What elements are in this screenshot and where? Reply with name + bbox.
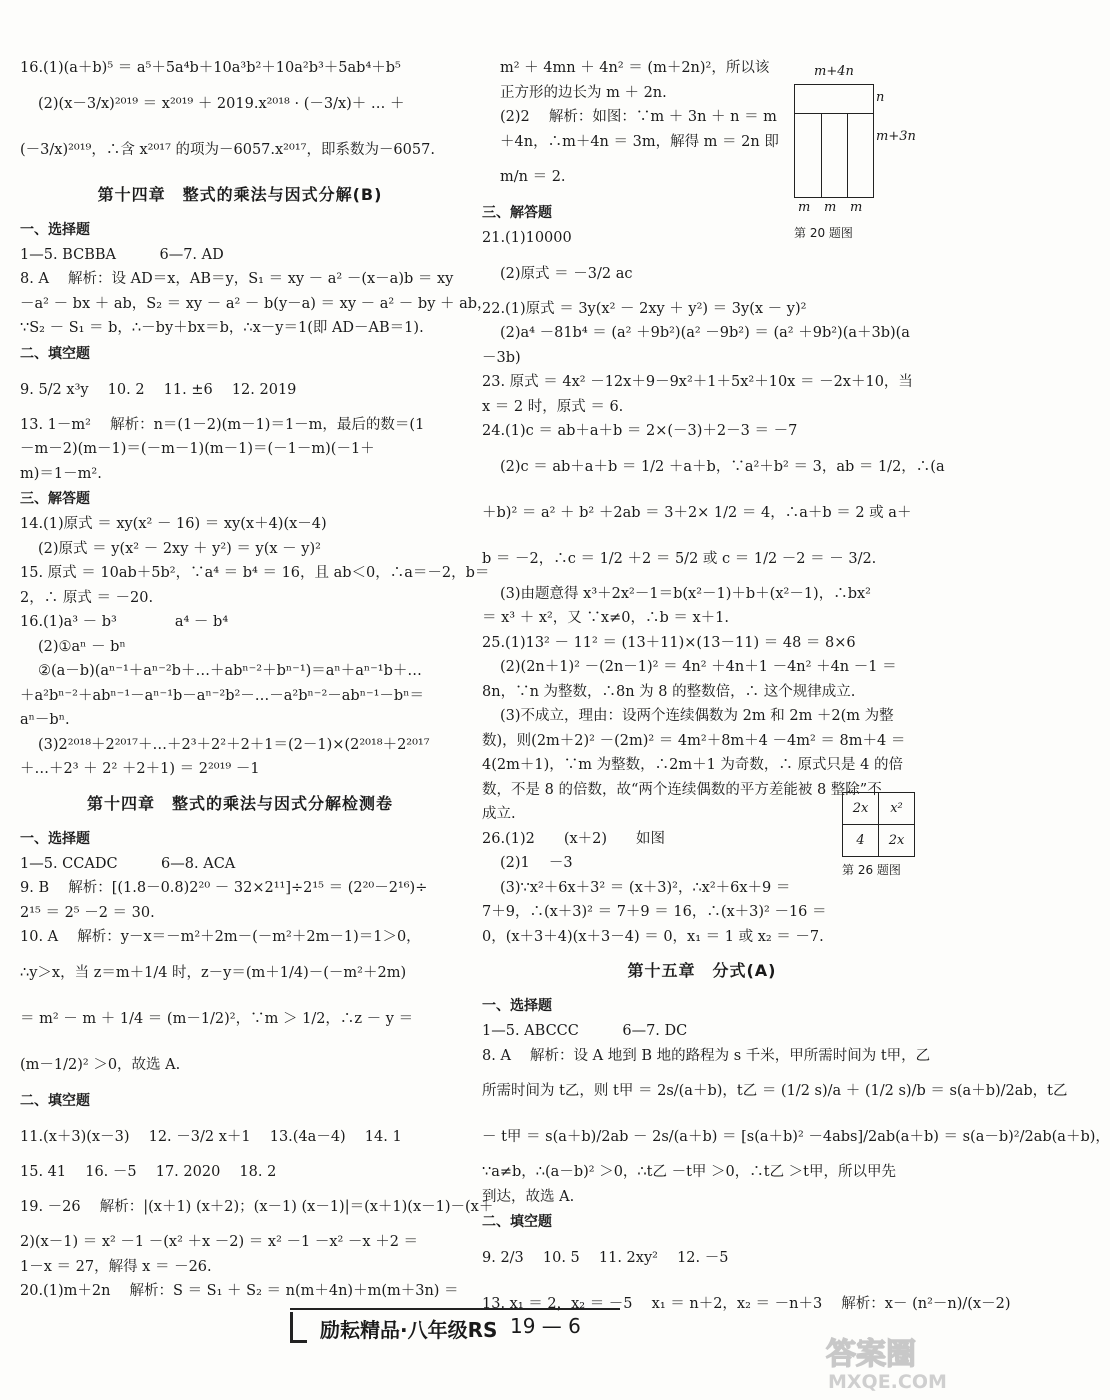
answer-line: ∴y＞x，当 z＝m＋1/4 时，z－y＝(m＋1/4)－(－m²＋2m) — [20, 964, 407, 981]
answer-line: aⁿ－bⁿ. — [20, 712, 70, 728]
footer-title: 励耘精品·八年级RS — [320, 1318, 498, 1342]
answer-line: 9. B 解析：[(1.8－0.8)2²⁰ － 32×2¹¹]÷2¹⁵ ＝ (2²⁰－2¹⁶)÷ — [20, 880, 428, 896]
answer-line: 7＋9，∴(x＋3)² ＝ 7＋9 ＝ 16，∴(x＋3)² －16 ＝ — [482, 904, 827, 920]
fig26-caption: 第 26 题图 — [842, 863, 901, 877]
answer-line: 数，不是 8 的倍数，故“两个连续偶数的平方差能被 8 整除”不 — [482, 781, 882, 798]
answer-line: 到达，故选 A. — [482, 1188, 575, 1205]
answer-line: (2)a⁴ －81b⁴ ＝ (a² ＋9b²)(a² －9b²) ＝ (a² ＋9b²)(a＋3b)(a — [500, 325, 910, 341]
section-heading: 一、选择题 — [20, 221, 90, 238]
answer-line: 2)(x－1) ＝ x² －1 －(x² ＋x －2) ＝ x² －1 －x² －x ＋2 ＝ — [20, 1234, 419, 1250]
answer-line: 14.(1)原式 ＝ xy(x² － 16) ＝ xy(x＋4)(x－4) — [20, 516, 327, 532]
answer-line: －m－2)(m－1)＝(－m－1)(m－1)＝(－1－m)(－1＋ — [20, 441, 375, 457]
section-heading: 三、解答题 — [482, 205, 552, 221]
fig20-caption: 第 20 题图 — [794, 226, 853, 240]
answer-line: ∵a≠b，∴(a－b)² ＞0，∴t乙 －t甲 ＞0，∴t乙 ＞t甲，所以甲先 — [482, 1164, 896, 1180]
chapter-title: 第十五章 分式(A) — [627, 961, 777, 980]
footer-bracket-mark — [290, 1312, 307, 1343]
answer-line: (m－1/2)² ＞0，故选 A. — [20, 1056, 181, 1073]
answer-line: m² ＋ 4mn ＋ 4n² ＝ (m＋2n)²，所以该 — [500, 60, 770, 76]
answer-line: 24.(1)c ＝ ab＋a＋b ＝ 2×(－3)＋2－3 ＝ －7 — [482, 423, 798, 439]
answer-line: 11.(x＋3)(x－3) 12. －3/2 x＋1 13.(4a－4) 14. 1 — [20, 1128, 402, 1145]
section-heading: 三、解答题 — [20, 491, 90, 507]
answer-line: 2，∴ 原式 ＝ －20. — [20, 589, 154, 606]
answer-line: 8. A 解析：设 AD＝x，AB＝y，S₁ ＝ xy － a² －(x－a)b ＝ xy — [20, 271, 454, 287]
answer-line: ＋4n，∴m＋4n ＝ 3m，解得 m ＝ 2n 即 — [500, 133, 779, 150]
answer-line: 13. x₁ ＝ 2，x₂ ＝ －5 x₁ ＝ n＋2，x₂ ＝ －n＋3 解析：x－ (n²－n)/(x－2) — [482, 1296, 1011, 1312]
answer-line: 16.(1)a³ － b³ a⁴ － b⁴ — [20, 614, 229, 630]
answer-line: 19. －26 解析：|(x＋1) (x＋2)；(x－1) (x－1)|＝(x＋1)(x－1)－(x＋ — [20, 1199, 494, 1215]
answer-line: (3)由题意得 x³＋2x²－1＝b(x²－1)＋b＋(x²－1)，∴bx² — [500, 585, 871, 602]
fig20-divider-horizontal — [795, 113, 873, 114]
answer-line: 21.(1)10000 — [482, 230, 572, 246]
answer-line: (2)c ＝ ab＋a＋b ＝ 1/2 ＋a＋b，∵a²＋b² ＝ 3，ab ＝ 1/2，∴(a — [500, 458, 945, 475]
figure-26 — [842, 792, 932, 892]
left-column — [20, 56, 494, 1304]
answer-line: －3b) — [482, 349, 521, 366]
answer-line: ＝ m² － m ＋ 1/4 ＝ (m－1/2)²，∵m ＞ 1/2，∴z － y ＝ — [20, 1010, 414, 1027]
answer-line: ∵S₂ － S₁ ＝ b，∴－by＋bx＝b，∴x－y＝1(即 AD－AB＝1). — [20, 320, 424, 336]
answer-line: (－3/x)²⁰¹⁹，∴含 x²⁰¹⁷ 的项为－6057.x²⁰¹⁷，即系数为－6057. — [20, 141, 435, 158]
section-heading: 一、选择题 — [482, 998, 552, 1014]
answer-line: 25.(1)13² － 11² ＝ (13＋11)×(13－11) ＝ 48 ＝ 8×6 — [482, 634, 856, 651]
section-heading: 一、选择题 — [20, 830, 90, 847]
fig26-grid — [842, 792, 915, 857]
answer-line: 数)，则(2m＋2)² －(2m)² ＝ 4m²＋8m＋4 －4m² ＝ 8m＋4 ＝ — [482, 732, 906, 749]
chapter-title: 第十四章 整式的乘法与因式分解检测卷 — [86, 793, 393, 813]
chapter-title: 第十四章 整式的乘法与因式分解(B) — [97, 184, 383, 204]
answer-line: (2)原式 ＝ y(x² － 2xy ＋ y²) ＝ y(x － y)² — [38, 540, 321, 557]
answer-line: 15. 41 16. －5 17. 2020 18. 2 — [20, 1163, 277, 1180]
answer-line: 16.(1)(a＋b)⁵ ＝ a⁵＋5a⁴b＋10a³b²＋10a²b³＋5ab⁴＋b⁵ — [20, 60, 401, 76]
answer-line: 9. 5/2 x³y 10. 2 11. ±6 12. 2019 — [20, 381, 297, 398]
answer-line: b ＝ －2，∴c ＝ 1/2 ＋2 ＝ 5/2 或 c ＝ 1/2 －2 ＝ － 3/2. — [482, 550, 877, 567]
answer-line: 2¹⁵ ＝ 2⁵ －2 ＝ 30. — [20, 904, 155, 921]
answer-line: －a² － bx ＋ ab，S₂ ＝ xy － a² － b(y－a) ＝ xy － a² － by ＋ ab， — [20, 295, 492, 312]
answer-line: 1—5. BCBBA 6—7. AD — [20, 246, 224, 263]
fig20-bottom-label: m — [798, 200, 811, 215]
answer-line: 13. 1－m² 解析：n＝(1－2)(m－1)＝1－m，最后的数＝(1 — [20, 416, 425, 433]
section-heading: 二、填空题 — [20, 1092, 90, 1109]
answer-line: m)＝1－m². — [20, 465, 102, 482]
answer-line: ＋a²bⁿ⁻²＋abⁿ⁻¹－aⁿ⁻¹b－aⁿ⁻²b²－…－a²bⁿ⁻²－abⁿ⁻¹－bⁿ＝ — [20, 687, 424, 704]
answer-line: 1—5. ABCCC 6—7. DC — [482, 1023, 688, 1039]
answer-line: x ＝ 2 时，原式 ＝ 6. — [482, 398, 624, 415]
fig26-cell: 2x — [843, 793, 879, 825]
answer-line: m/n ＝ 2. — [500, 169, 566, 185]
fig20-bottom-label: m — [850, 200, 863, 215]
answer-line: 0，(x＋3＋4)(x＋3－4) ＝ 0，x₁ ＝ 1 或 x₂ ＝ －7. — [482, 928, 824, 945]
answer-line: 8n，∵n 为整数，∴8n 为 8 的整数倍，∴ 这个规律成立. — [482, 683, 856, 700]
answer-line: 4(2m＋1)，∵m 为整数，∴2m＋1 为奇数，∴ 原式只是 4 的倍 — [482, 757, 903, 773]
fig20-side-label: m+3n — [876, 129, 916, 144]
answer-line: ＝ x³ ＋ x²，又 ∵x≠0，∴b ＝ x＋1. — [482, 610, 729, 626]
answer-line: 15. 原式 ＝ 10ab＋5b²，∵a⁴ ＝ b⁴ ＝ 16，且 ab＜0，∴a＝－2，b＝ — [20, 565, 490, 581]
answer-line: ＋b)² ＝ a² ＋ b² ＋2ab ＝ 3＋2× 1/2 ＝ 4，∴a＋b ＝ 2 或 a＋ — [482, 504, 912, 521]
answer-line: ②(a－b)(aⁿ⁻¹＋aⁿ⁻²b＋…＋abⁿ⁻²＋bⁿ⁻¹)＝aⁿ＋aⁿ⁻¹b＋… — [38, 663, 422, 679]
answer-line: (3)不成立，理由：设两个连续偶数为 2m 和 2m ＋2(m 为整 — [500, 708, 894, 724]
fig20-rectangle — [794, 84, 874, 198]
answer-line: (2)1 －3 — [500, 855, 573, 871]
answer-line: 1—5. CCADC 6—8. ACA — [20, 855, 236, 872]
answer-line: 正方形的边长为 m ＋ 2n. — [500, 84, 667, 101]
watermark-url: MXQE.COM — [828, 1371, 947, 1393]
answer-line: 22.(1)原式 ＝ 3y(x² － 2xy ＋ y²) ＝ 3y(x － y)² — [482, 300, 807, 317]
answer-line: 23. 原式 ＝ 4x² －12x＋9－9x²＋1＋5x²＋10x ＝ －2x＋10，当 — [482, 374, 913, 390]
page-number: 19 — 6 — [510, 1314, 581, 1338]
fig26-cell: 2x — [879, 825, 915, 857]
answer-line: 1－x ＝ 27，解得 x ＝ －26. — [20, 1258, 212, 1275]
answer-line: 20.(1)m＋2n 解析：S ＝ S₁ ＋ S₂ ＝ n(m＋4n)＋m(m＋3n) ＝ — [20, 1283, 459, 1299]
fig20-bottom-label: m — [824, 200, 837, 215]
fig26-cell: 4 — [843, 825, 879, 857]
answer-line: (2)原式 ＝ －3/2 ac — [500, 265, 633, 282]
fig20-top-label: m+4n — [814, 64, 854, 79]
section-heading: 二、填空题 — [20, 345, 90, 362]
answer-line: 9. 2/3 10. 5 11. 2xy² 12. －5 — [482, 1250, 729, 1266]
fig20-divider-vertical — [821, 113, 822, 197]
answer-line: 26.(1)2 (x＋2) 如图 — [482, 830, 666, 847]
fig20-divider-vertical — [847, 113, 848, 197]
answer-line: 所需时间为 t乙，则 t甲 ＝ 2s/(a＋b)，t乙 ＝ (1/2 s)/a ＋ (1/2 s)/b ＝ s(a＋b)/2ab，t乙 — [482, 1083, 1068, 1099]
answer-line: ＋…＋2³ ＋ 2² ＋2＋1) ＝ 2²⁰¹⁹ －1 — [20, 761, 260, 777]
answer-line: (3)∵x²＋6x＋3² ＝ (x＋3)²，∴x²＋6x＋9 ＝ — [500, 879, 791, 896]
watermark-logo — [818, 1330, 988, 1394]
fig20-side-label: n — [876, 90, 885, 105]
answer-line: (2)2 解析：如图：∵m ＋ 3n ＋ n ＝ m — [500, 109, 777, 125]
page-footer — [290, 1308, 620, 1344]
answer-line: (2)①aⁿ － bⁿ — [38, 638, 126, 655]
section-heading: 二、填空题 — [482, 1214, 552, 1230]
answer-line: 8. A 解析：设 A 地到 B 地的路程为 s 千米，甲所需时间为 t甲，乙 — [482, 1047, 931, 1064]
answer-line: 成立. — [482, 806, 516, 822]
answer-line: (2)(2n＋1)² －(2n－1)² ＝ 4n² ＋4n＋1 －4n² ＋4n －1 ＝ — [500, 659, 897, 675]
answer-line: (3)2²⁰¹⁸＋2²⁰¹⁷＋…＋2³＋2²＋2＋1＝(2－1)×(2²⁰¹⁸＋2²⁰¹⁷ — [38, 736, 430, 753]
right-column — [482, 56, 1110, 1327]
answer-line: － t甲 ＝ s(a＋b)/2ab － 2s/(a＋b) ＝ [s(a＋b)² －4abs]/2ab(a＋b) ＝ s(a－b)²/2ab(a＋b)， — [482, 1129, 1110, 1145]
fig26-cell: x² — [879, 793, 915, 825]
watermark-text: 答案圈 — [826, 1337, 916, 1372]
answer-line: (2)(x－3/x)²⁰¹⁹ ＝ x²⁰¹⁹ ＋ 2019.x²⁰¹⁸ · (－3/x)＋ … ＋ — [38, 95, 405, 112]
answer-line: 10. A 解析：y－x＝－m²＋2m－(－m²＋2m－1)＝1＞0， — [20, 929, 421, 945]
figure-20 — [790, 64, 930, 240]
